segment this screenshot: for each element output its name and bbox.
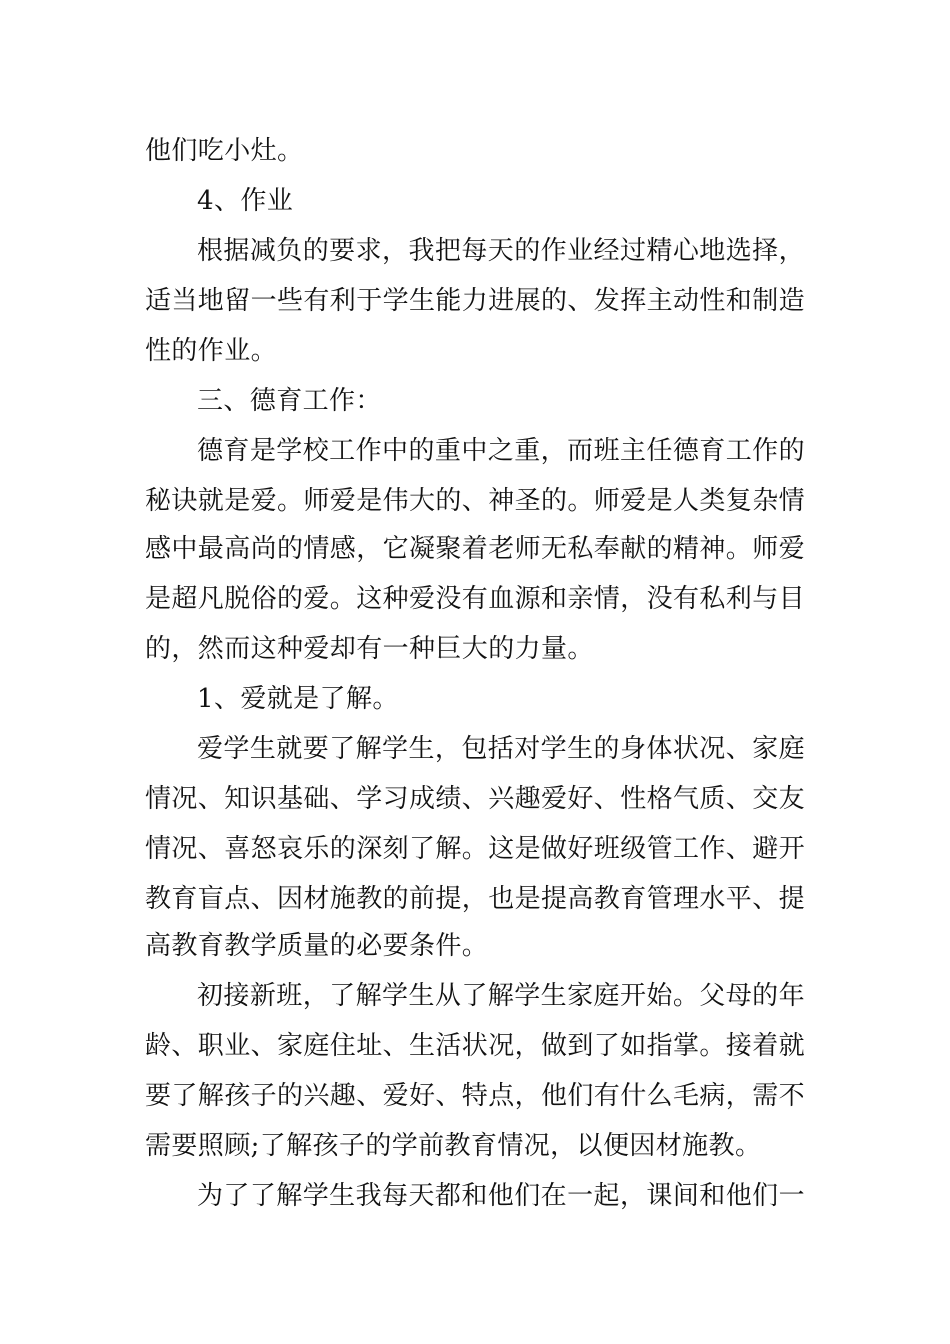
text-line: 需要照顾;了解孩子的学前教育情况，以便因材施教。 [145, 1131, 762, 1161]
text-line: 他们吃小灶。 [145, 136, 304, 166]
text-line: 三、德育工作： [197, 386, 382, 416]
text-line: 初接新班，了解学生从了解学生家庭开始。父母的年 [197, 981, 805, 1011]
text-line: 德育是学校工作中的重中之重，而班主任德育工作的 [197, 436, 805, 466]
text-line: 秘诀就是爱。师爱是伟大的、神圣的。师爱是人类复杂情 [145, 486, 806, 516]
text-line: 是超凡脱俗的爱。这种爱没有血源和亲情，没有私利与目 [145, 584, 806, 614]
text-line: 为了了解学生我每天都和他们在一起，课间和他们一 [197, 1181, 805, 1211]
text-line: 适当地留一些有利于学生能力进展的、发挥主动性和制造 [145, 286, 806, 316]
text-line: 爱学生就要了解学生，包括对学生的身体状况、家庭 [197, 734, 805, 764]
text-line: 的，然而这种爱却有一种巨大的力量。 [145, 634, 594, 664]
text-line: 根据减负的要求，我把每天的作业经过精心地选择， [197, 236, 805, 266]
text-line: 教育盲点、因材施教的前提，也是提高教育管理水平、提 [145, 884, 806, 914]
text-line: 感中最高尚的情感，它凝聚着老师无私奉献的精神。师爱 [145, 534, 806, 564]
text-line: 高教育教学质量的必要条件。 [145, 931, 489, 961]
text-line: 4、作业 [197, 186, 294, 216]
text-line: 龄、职业、家庭住址、生活状况，做到了如指掌。接着就 [145, 1031, 806, 1061]
text-line: 性的作业。 [145, 336, 278, 366]
text-line: 情况、喜怒哀乐的深刻了解。这是做好班级管工作、避开 [145, 834, 806, 864]
text-line: 1、爱就是了解。 [197, 684, 399, 714]
text-line: 要了解孩子的兴趣、爱好、特点，他们有什么毛病，需不 [145, 1081, 806, 1111]
text-line: 情况、知识基础、学习成绩、兴趣爱好、性格气质、交友 [145, 784, 806, 814]
